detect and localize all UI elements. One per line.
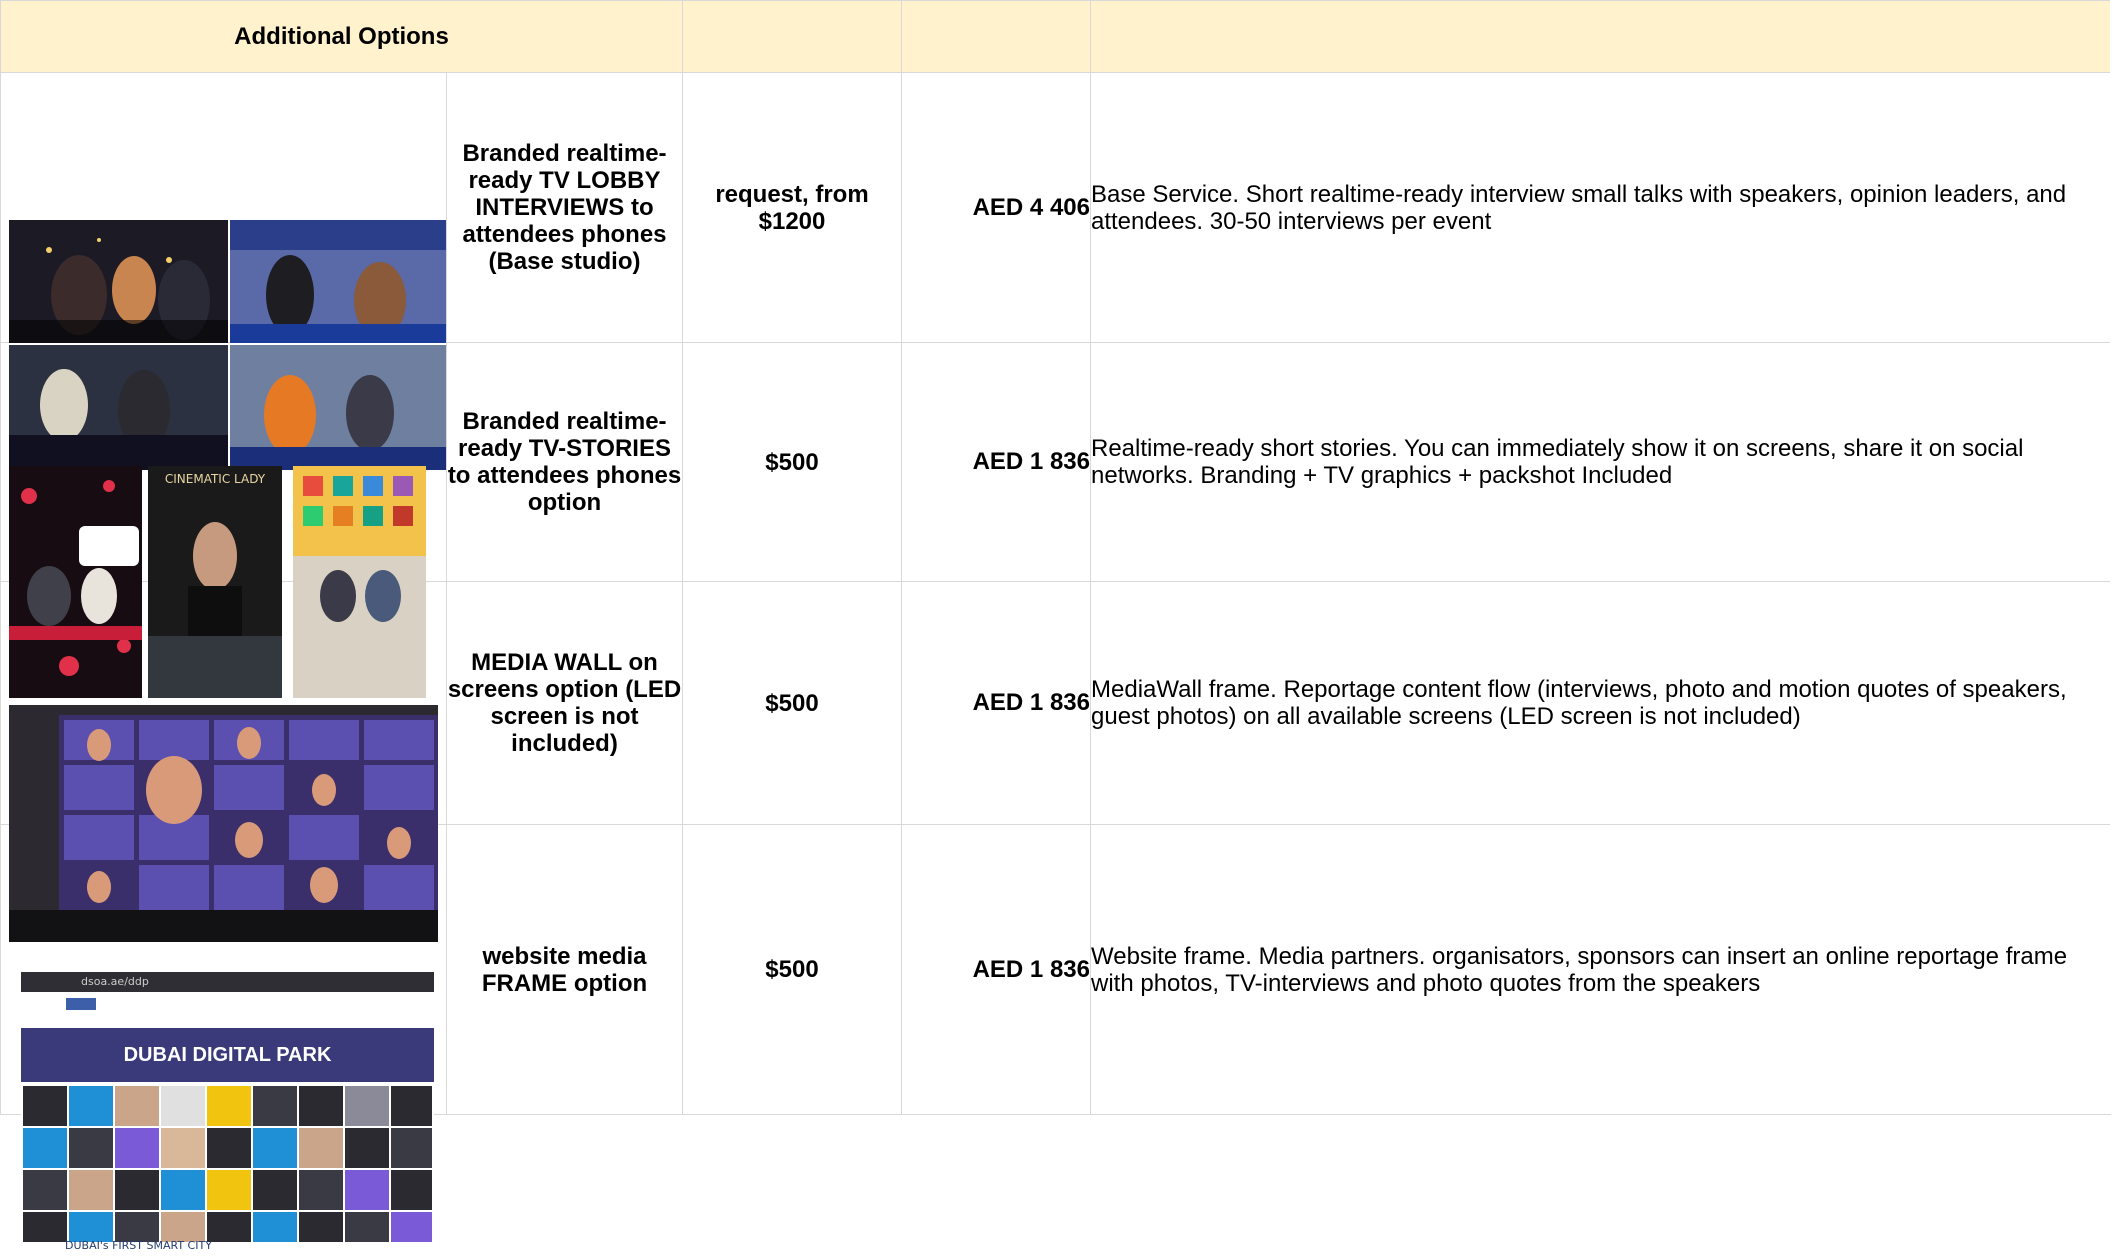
- aed-value: AED 4 406: [972, 193, 1090, 221]
- description-cell[interactable]: [1091, 582, 2111, 825]
- header-title-cell[interactable]: [1, 1, 683, 73]
- description-text: Realtime-ready short stories. You can immediately show it on screens, share it on social networks. Branding + TV graphics + packshot Included: [1091, 435, 2024, 489]
- description-text: MediaWall frame. Reportage content flow (interviews, photo and motion quotes of speakers, guest photos) on all available screens (LED screen is not included): [1091, 676, 2067, 730]
- sheet-right-edge: [2110, 0, 2114, 1114]
- description-cell[interactable]: [1091, 343, 2111, 582]
- aed-value: AED 1 836: [972, 448, 1090, 475]
- option-name: website media FRAME option: [481, 942, 648, 997]
- price-cell[interactable]: [683, 825, 902, 1115]
- table-row: [1, 73, 2111, 343]
- aed-cell[interactable]: [902, 825, 1091, 1115]
- aed-value: AED 1 836: [972, 689, 1090, 716]
- aed-cell[interactable]: [902, 343, 1091, 582]
- price-cell[interactable]: [683, 343, 902, 582]
- aed-value: AED 1 836: [972, 955, 1090, 983]
- website-page-footer: DUBAI's FIRST SMART CITY: [65, 1238, 212, 1252]
- price-cell[interactable]: [683, 73, 902, 343]
- price-value: $500: [765, 448, 819, 476]
- description-cell[interactable]: [1091, 73, 2111, 343]
- option-name: MEDIA WALL on screens option (LED screen is not included): [447, 649, 682, 757]
- header-title: Additional Options: [234, 22, 449, 50]
- header-empty-cell[interactable]: [902, 1, 1091, 73]
- description-cell[interactable]: [1091, 825, 2111, 1115]
- aed-cell[interactable]: [902, 73, 1091, 343]
- header-row: [1, 1, 2111, 73]
- option-name: Branded realtime-ready TV-STORIES to attendees phones option: [447, 408, 682, 516]
- price-cell[interactable]: [683, 582, 902, 825]
- website-page-heading: DUBAI DIGITAL PARK: [21, 1028, 434, 1082]
- header-empty-cell[interactable]: [1091, 1, 2111, 73]
- option-name: Branded realtime-ready TV LOBBY INTERVIEWS to attendees phones (Base studio): [462, 140, 667, 275]
- header-empty-cell[interactable]: [683, 1, 902, 73]
- option-name-cell[interactable]: [447, 825, 683, 1115]
- option-name-cell[interactable]: [447, 73, 683, 343]
- price-value: request, from $1200: [715, 180, 869, 235]
- description-text: Website frame. Media partners. organisators, sponsors can insert an online reportage frame with photos, TV-interviews and photo quotes from the speakers: [1091, 942, 2068, 997]
- description-text: Base Service. Short realtime-ready interview small talks with speakers, opinion leaders, and attendees. 30-50 interviews per event: [1091, 180, 2067, 235]
- browser-url-bar: dsoa.ae/ddp: [21, 972, 434, 992]
- price-value: $500: [765, 956, 819, 983]
- image-cell[interactable]: [1, 73, 447, 343]
- aed-cell[interactable]: [902, 582, 1091, 825]
- option-name-cell[interactable]: [447, 343, 683, 582]
- price-value: $500: [765, 689, 819, 717]
- cinematic-lady-caption: CINEMATIC LADY: [164, 472, 266, 486]
- option-name-cell[interactable]: [447, 582, 683, 825]
